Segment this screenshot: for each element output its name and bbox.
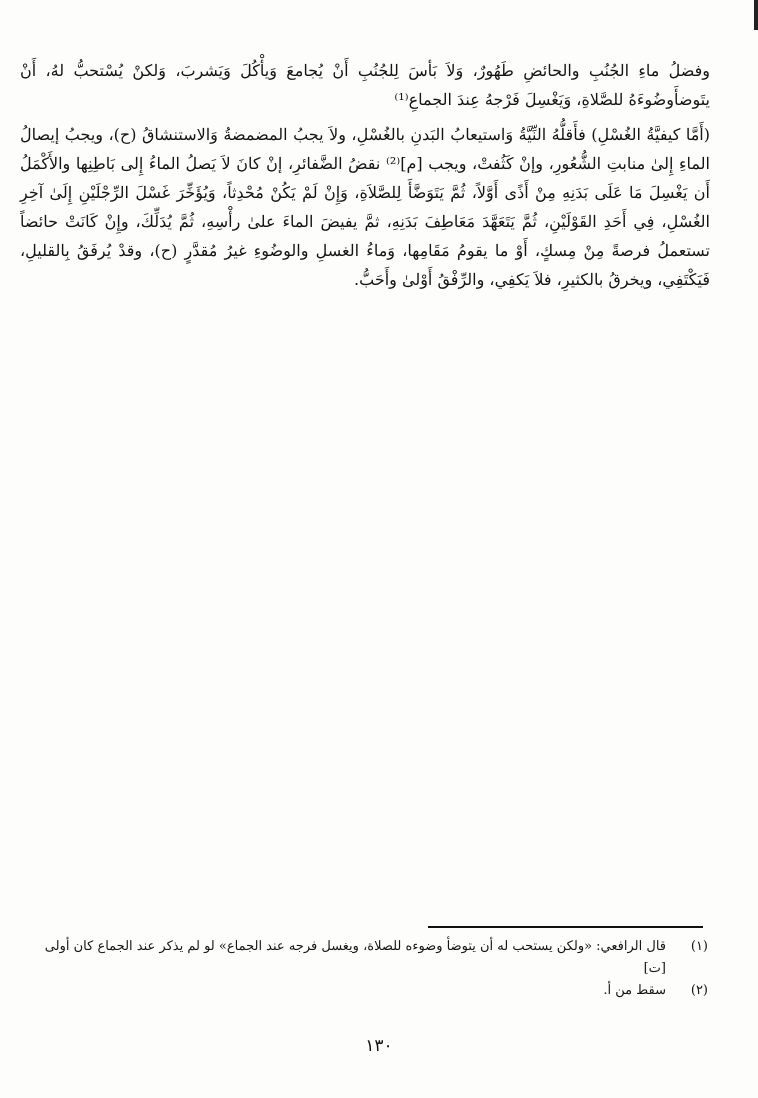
footnotes (24, 936, 708, 1002)
footnote-2 (24, 980, 708, 1002)
footnote-1 (24, 936, 708, 980)
page-edge-mark (754, 0, 758, 30)
footnote-separator (428, 926, 703, 928)
paragraph-2: (أَمَّا كيفيَّةُ الغُسْلِ) فأَقلُّهُ النِّيَّةُ وَاستيعابُ البَدنِ بالغُسْلِ، ولاَ يجبُ المضمضةُ وَالاستنشاقُ (ح)، ويجبُ إيصالُ الماءِ إِلىٰ منابتِ الشُّعُورِ، وإنْ كَثُفتْ، ويجب [م]⁽²⁾ نقضُ الضَّفائرِ، إنْ كانَ لاَ يَصلُ الماءُ إِلى بَاطِنِها والأَكْمَلُ أَن يَغْسِلَ مَا عَلَى بَدَنِهِ مِنْ أَذًى أَوَّلاً، ثُمَّ يَتَوَضَّأَ لِلصَّلاَةِ، وَإِنْ لَمْ يَكُنْ مُحْدِثاً، وَيُؤَخِّرَ غَسْلَ الرِّجْلَيْنِ إِلَىٰ آخِرِ الغُسْلِ، فِي أَحَدِ القَوْلَيْنِ، ثُمَّ يَتَعَهَّدَ مَعَاطِفَ بَدَنِهِ، ثمَّ يفيضَ الماءَ علىٰ رأْسِهِ، ثُمَّ يُدَلِّكَ، وإِنْ كَانَتْ حائضاً تستعملُ فرصةً مِنْ مِسكٍ، أَوْ ما يقومُ مَقَامِها، وَماءُ الغسلِ والوضُوءِ غيرُ مُقدَّرٍ (ح)، وقدْ يُرفَقُ بِالقليلِ، فَيَكْتَفِي، ويخرقُ بالكثيرِ، فلاَ يَكفِي، والرِّفْقُ أَوْلىٰ وأَحَبُّ. (20, 125, 711, 289)
footnote-2-number: (٢) (690, 983, 708, 998)
page-number: ١٣٠ (365, 1036, 393, 1056)
main-text (20, 56, 710, 300)
footnote-2-text: سقط من أ. (603, 983, 666, 998)
footnote-1-text: قال الرافعي: «ولكن يستحب له أن يتوضأ وضوءه للصلاة، ويغسل فرجه عند الجماع» لو لم يذكر عند الجماع كان أولى [ت] (44, 939, 666, 976)
paragraph-1: وفضلُ ماءِ الجُنُبِ والحائضِ طَهُورٌ، وَلاَ بَأسَ لِلجُنُبِ أَنْ يُجامعَ وَيأْكُلَ وَيَشربَ، وَلكنْ يُسْتحبُّ لهُ، أَنْ يتَوضأَوضُوءَهُ للصَّلاةِ، وَيَغْسِلَ فَرْجهُ عِندَ الجماعِ⁽¹⁾ (20, 61, 710, 109)
footnote-1-number: (١) (690, 939, 708, 954)
